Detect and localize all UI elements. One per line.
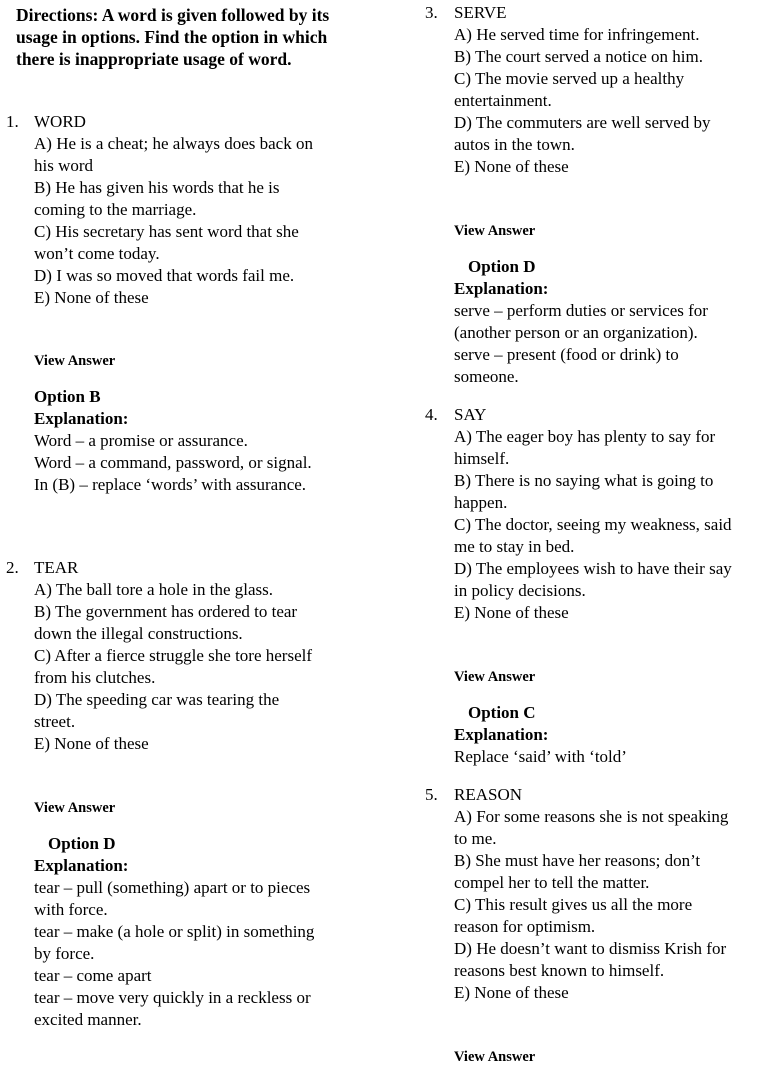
option-line: me to stay in bed.	[454, 537, 575, 556]
question-number: 1.	[6, 112, 19, 131]
option-line: street.	[34, 712, 76, 731]
option-line: D) The commuters are well served by	[454, 113, 711, 132]
option-line: B) She must have her reasons; don’t	[454, 851, 701, 870]
answer-option: Option D	[48, 834, 116, 853]
view-answer-link[interactable]: View Answer	[454, 669, 536, 685]
explanation-line: tear – move very quickly in a reckless or	[34, 988, 311, 1007]
option-line: reasons best known to himself.	[454, 961, 665, 980]
directions-line: usage in options. Find the option in which	[16, 27, 328, 47]
explanation-line: serve – present (food or drink) to	[454, 345, 679, 364]
option-line: B) He has given his words that he is	[34, 178, 280, 197]
option-line: B) There is no saying what is going to	[454, 471, 714, 490]
question-word: SAY	[454, 405, 487, 424]
option-line: autos in the town.	[454, 135, 575, 154]
directions-line: there is inappropriate usage of word.	[16, 49, 292, 69]
option-line: to me.	[454, 829, 497, 848]
explanation-label: Explanation:	[454, 279, 549, 298]
option-line: D) The employees wish to have their say	[454, 559, 732, 578]
option-line: E) None of these	[34, 734, 149, 753]
option-line: D) The speeding car was tearing the	[34, 690, 280, 709]
option-line: E) None of these	[454, 157, 569, 176]
option-line: A) The eager boy has plenty to say for	[454, 427, 716, 446]
option-line: entertainment.	[454, 91, 552, 110]
option-line: happen.	[454, 493, 508, 512]
option-line: B) The court served a notice on him.	[454, 47, 703, 66]
option-line: D) He doesn’t want to dismiss Krish for	[454, 939, 727, 958]
explanation-line: In (B) – replace ‘words’ with assurance.	[34, 475, 307, 494]
option-line: A) He is a cheat; he always does back on	[34, 134, 313, 153]
explanation-label: Explanation:	[34, 856, 129, 875]
question-number: 3.	[425, 3, 438, 22]
option-line: down the illegal constructions.	[34, 624, 243, 643]
option-line: C) His secretary has sent word that she	[34, 222, 299, 241]
option-line: C) The movie served up a healthy	[454, 69, 685, 88]
option-line: E) None of these	[454, 603, 569, 622]
option-line: E) None of these	[34, 288, 149, 307]
option-line: reason for optimism.	[454, 917, 596, 936]
option-line: himself.	[454, 449, 510, 468]
view-answer-link[interactable]: View Answer	[34, 800, 116, 816]
question-word: SERVE	[454, 3, 507, 22]
explanation-line: (another person or an organization).	[454, 323, 698, 342]
view-answer-link[interactable]: View Answer	[454, 1049, 536, 1065]
question-word: REASON	[454, 785, 523, 804]
directions-line: Directions: A word is given followed by its	[16, 5, 330, 25]
answer-option: Option C	[468, 703, 536, 722]
option-line: compel her to tell the matter.	[454, 873, 650, 892]
explanation-line: tear – pull (something) apart or to pieces	[34, 878, 311, 897]
question-word: TEAR	[34, 558, 79, 577]
explanation-line: with force.	[34, 900, 108, 919]
explanation-line: Word – a promise or assurance.	[34, 431, 248, 450]
view-answer-link[interactable]: View Answer	[454, 223, 536, 239]
answer-option: Option B	[34, 387, 101, 406]
option-line: A) The ball tore a hole in the glass.	[34, 580, 274, 599]
option-line: D) I was so moved that words fail me.	[34, 266, 295, 285]
explanation-label: Explanation:	[34, 409, 129, 428]
explanation-line: excited manner.	[34, 1010, 142, 1029]
explanation-line: someone.	[454, 367, 519, 386]
explanation-line: by force.	[34, 944, 95, 963]
view-answer-link[interactable]: View Answer	[34, 353, 116, 369]
option-line: C) After a fierce struggle she tore herself	[34, 646, 313, 665]
answer-option: Option D	[468, 257, 536, 276]
explanation-line: Replace ‘said’ with ‘told’	[454, 747, 627, 766]
option-line: B) The government has ordered to tear	[34, 602, 298, 621]
option-line: C) This result gives us all the more	[454, 895, 693, 914]
option-line: C) The doctor, seeing my weakness, said	[454, 515, 732, 534]
explanation-line: tear – come apart	[34, 966, 152, 985]
option-line: won’t come today.	[34, 244, 160, 263]
question-number: 4.	[425, 405, 438, 424]
question-number: 2.	[6, 558, 19, 577]
explanation-line: Word – a command, password, or signal.	[34, 453, 312, 472]
option-line: his word	[34, 156, 94, 175]
question-word: WORD	[34, 112, 86, 131]
option-line: A) He served time for infringement.	[454, 25, 700, 44]
explanation-line: tear – make (a hole or split) in something	[34, 922, 315, 941]
question-number: 5.	[425, 785, 438, 804]
option-line: coming to the marriage.	[34, 200, 197, 219]
explanation-line: serve – perform duties or services for	[454, 301, 708, 320]
option-line: from his clutches.	[34, 668, 156, 687]
option-line: in policy decisions.	[454, 581, 586, 600]
option-line: E) None of these	[454, 983, 569, 1002]
option-line: A) For some reasons she is not speaking	[454, 807, 729, 826]
explanation-label: Explanation:	[454, 725, 549, 744]
